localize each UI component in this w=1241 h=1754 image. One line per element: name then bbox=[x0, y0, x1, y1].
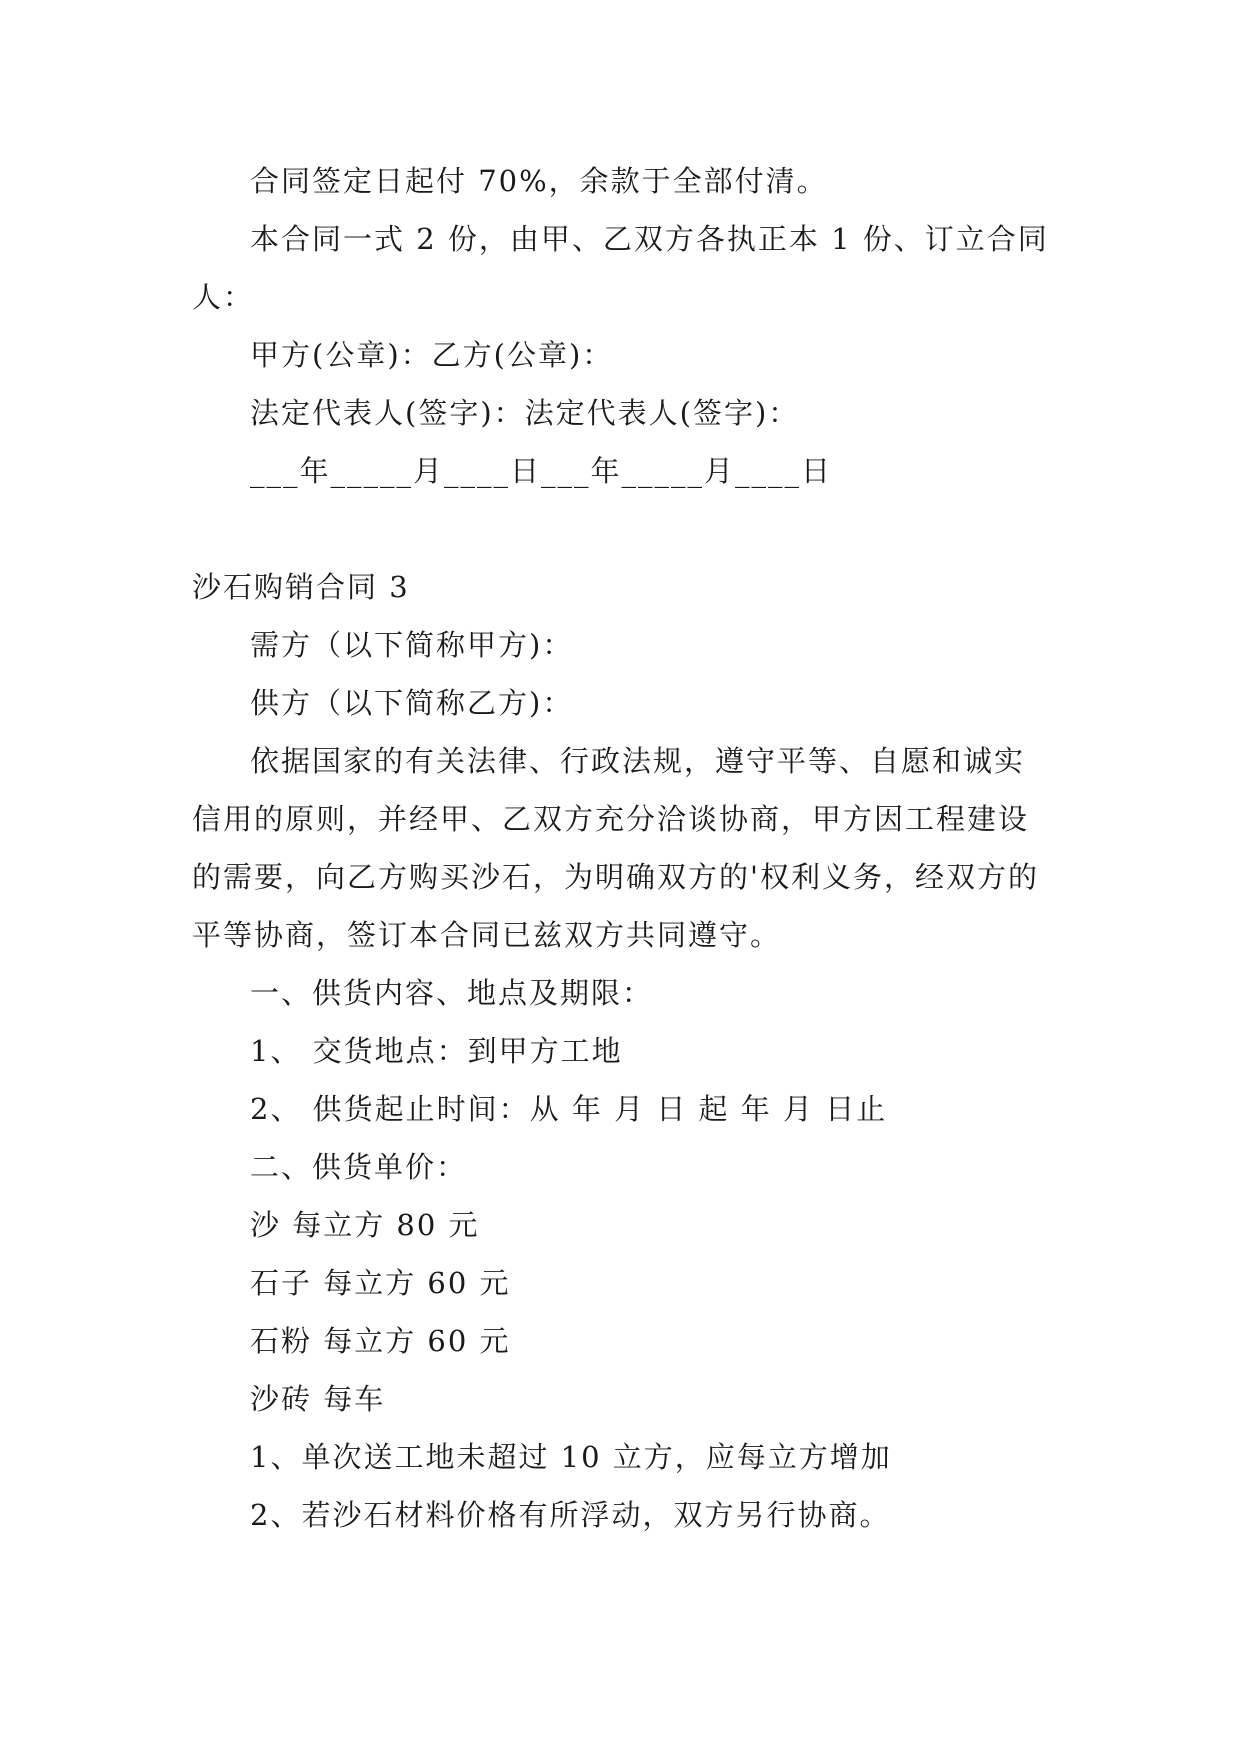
paragraph-preamble: 依据国家的有关法律、行政法规，遵守平等、自愿和诚实信用的原则，并经甲、乙双方充分洽谈协商，甲方因工程建设的需要，向乙方购买沙石，为明确双方的'权利义务，经双方的平等协商，签订本合同已兹双方共同遵守。 bbox=[192, 744, 1039, 952]
document-body bbox=[192, 152, 1054, 1544]
paragraph-buyer: 需方（以下简称甲方)： bbox=[250, 628, 574, 662]
paragraph-delivery-location: 1、 交货地点：到甲方工地 bbox=[250, 1034, 623, 1068]
paragraph-signing-dates: ___年_____月____日___年_____月____日 bbox=[250, 454, 833, 488]
paragraph-price-gravel: 石子 每立方 60 元 bbox=[250, 1266, 511, 1300]
paragraph-small-order-surcharge: 1、单次送工地未超过 10 立方，应每立方增加 bbox=[250, 1440, 892, 1474]
paragraph-party-seals: 甲方(公章)：乙方(公章)： bbox=[250, 338, 614, 372]
paragraph-price-sand-brick: 沙砖 每车 bbox=[250, 1382, 386, 1416]
paragraph-legal-representatives: 法定代表人(签字)：法定代表人(签字)： bbox=[250, 396, 800, 430]
paragraph-price-fluctuation: 2、若沙石材料价格有所浮动，双方另行协商。 bbox=[250, 1498, 891, 1532]
paragraph-supplier: 供方（以下简称乙方)： bbox=[250, 686, 574, 720]
paragraph-supply-period: 2、 供货起止时间：从 年 月 日 起 年 月 日止 bbox=[250, 1092, 888, 1126]
paragraph-contract-copies: 本合同一式 2 份，由甲、乙双方各执正本 1 份、订立合同人： bbox=[192, 222, 1049, 314]
section-title: 沙石购销合同 3 bbox=[192, 570, 410, 604]
paragraph-price-stone-powder: 石粉 每立方 60 元 bbox=[250, 1324, 511, 1358]
paragraph-clause-2-title: 二、供货单价： bbox=[250, 1150, 468, 1184]
paragraph-price-sand: 沙 每立方 80 元 bbox=[250, 1208, 480, 1242]
paragraph-payment-terms: 合同签定日起付 70%，余款于全部付清。 bbox=[250, 164, 828, 198]
section-gap bbox=[192, 500, 1054, 558]
paragraph-clause-1-title: 一、供货内容、地点及期限： bbox=[250, 976, 654, 1010]
